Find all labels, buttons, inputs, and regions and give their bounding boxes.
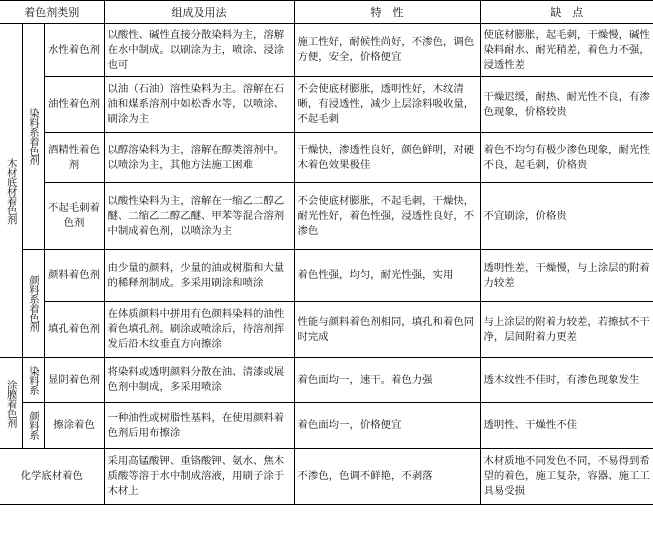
table-row <box>0 183 653 250</box>
row-composition: 以醇溶染料为主，溶解在醇类溶剂中。以喷涂为主，其他方法施工困难 <box>104 133 294 183</box>
row-features: 着色面均一，速干。着色力强 <box>294 358 480 403</box>
table-row <box>0 403 653 449</box>
row-features: 施工性好，耐候性尚好，不渗色，调色方便，安全，价格便宜 <box>294 24 480 77</box>
row-name: 擦涂着色 <box>44 403 104 449</box>
row-features: 不渗色，色调不鲜艳，不剥落 <box>294 449 480 505</box>
table-row <box>0 24 653 77</box>
row-name: 颜料着色剂 <box>44 250 104 302</box>
row-features: 干燥快，渗透性良好，颜色鲜明，对硬木着色效果极佳 <box>294 133 480 183</box>
header-row <box>0 1 653 24</box>
row-name: 化学底材着色 <box>0 449 104 505</box>
row-defects: 与上涂层的附着力较差，若擦拭不干净，层间附着力更差 <box>480 302 653 358</box>
table-row <box>0 250 653 302</box>
row-defects: 使底材膨胀，起毛刺，干燥慢，碱性染料耐水、耐光稍差，着色力不强，浸透性差 <box>480 24 653 77</box>
row-name: 水性着色剂 <box>44 24 104 77</box>
row-defects: 干燥迟缓，耐热、耐光性不良，有渗色现象，价格较贵 <box>480 77 653 133</box>
header-category: 着色剂类别 <box>0 1 104 24</box>
row-composition: 以酸性、碱性直接分散染料为主，溶解在水中制成。以刷涂为主，喷涂、浸涂也可 <box>104 24 294 77</box>
group-coat-dye-series: 染料系 <box>22 358 44 403</box>
row-features: 不会使底材膨胀，不起毛刺，干燥快，耐光性好，着色性强，浸透性良好，不渗色 <box>294 183 480 250</box>
table-row <box>0 302 653 358</box>
table-row <box>0 77 653 133</box>
row-name: 显阴着色剂 <box>44 358 104 403</box>
table-row <box>0 358 653 403</box>
group-dye-series: 染料系着色剂 <box>22 24 44 250</box>
row-name: 油性着色剂 <box>44 77 104 133</box>
group-wood-substrate: 木材底材着色剂 <box>0 24 22 358</box>
row-features: 不会使底材膨胀，透明性好，木纹清晰，有浸透性，减少上层涂料吸收量，不起毛刺 <box>294 77 480 133</box>
row-composition: 在体质颜料中拼用有色颜料染料的油性着色填孔剂。刷涂或喷涂后，待溶剂挥发后沿木纹垂直方向擦涂 <box>104 302 294 358</box>
row-defects: 透木纹性不佳时，有渗色现象发生 <box>480 358 653 403</box>
row-defects: 着色不均匀有极少渗色现象，耐光性不良，起毛刺，价格贵 <box>480 133 653 183</box>
row-defects: 透明性、干燥性不佳 <box>480 403 653 449</box>
row-composition: 由少量的颜料，少量的油或树脂和大量的稀释剂制成。多采用刷涂和喷涂 <box>104 250 294 302</box>
group-pigment-series: 颜料系着色剂 <box>22 250 44 358</box>
row-name: 填孔着色剂 <box>44 302 104 358</box>
row-composition: 以酸性染料为主，溶解在一缩乙二醇乙醚、二缩乙二醇乙醚、甲苯等混合溶剂中制成着色剂，以喷涂为主 <box>104 183 294 250</box>
row-composition: 以油（石油）溶性染料为主。溶解在石油和煤系溶剂中如松香水等，以喷涂、刷涂为主 <box>104 77 294 133</box>
row-defects: 木材质地不同发色不同，不易得到希望的着色，施工复杂，容器、施工工具易受损 <box>480 449 653 505</box>
row-composition: 将染料或透明颜料分散在油、清漆或展色剂中制成，多采用喷涂 <box>104 358 294 403</box>
header-defects: 缺 点 <box>480 1 653 24</box>
group-coating-colorant: 涂膜着色剂 <box>0 358 22 449</box>
header-composition: 组成及用法 <box>104 1 294 24</box>
row-name: 不起毛刺着色剂 <box>44 183 104 250</box>
table-row <box>0 133 653 183</box>
row-features: 着色性强，均匀，耐光性强，实用 <box>294 250 480 302</box>
row-features: 着色面均一，价格便宜 <box>294 403 480 449</box>
row-name: 酒精性着色剂 <box>44 133 104 183</box>
row-defects: 不宜刷涂，价格贵 <box>480 183 653 250</box>
row-composition: 一种油性或树脂性基料，在使用颜料着色剂后用布擦涂 <box>104 403 294 449</box>
header-features: 特 性 <box>294 1 480 24</box>
row-defects: 透明性差，干燥慢，与上涂层的附着力较差 <box>480 250 653 302</box>
row-features: 性能与颜料着色剂相同，填孔和着色同时完成 <box>294 302 480 358</box>
row-composition: 采用高锰酸钾、重铬酸钾、氨水、焦木质酸等溶于水中制成溶液，用刷子涂于木材上 <box>104 449 294 505</box>
group-coat-pigment-series: 颜料系 <box>22 403 44 449</box>
table-row <box>0 449 653 505</box>
